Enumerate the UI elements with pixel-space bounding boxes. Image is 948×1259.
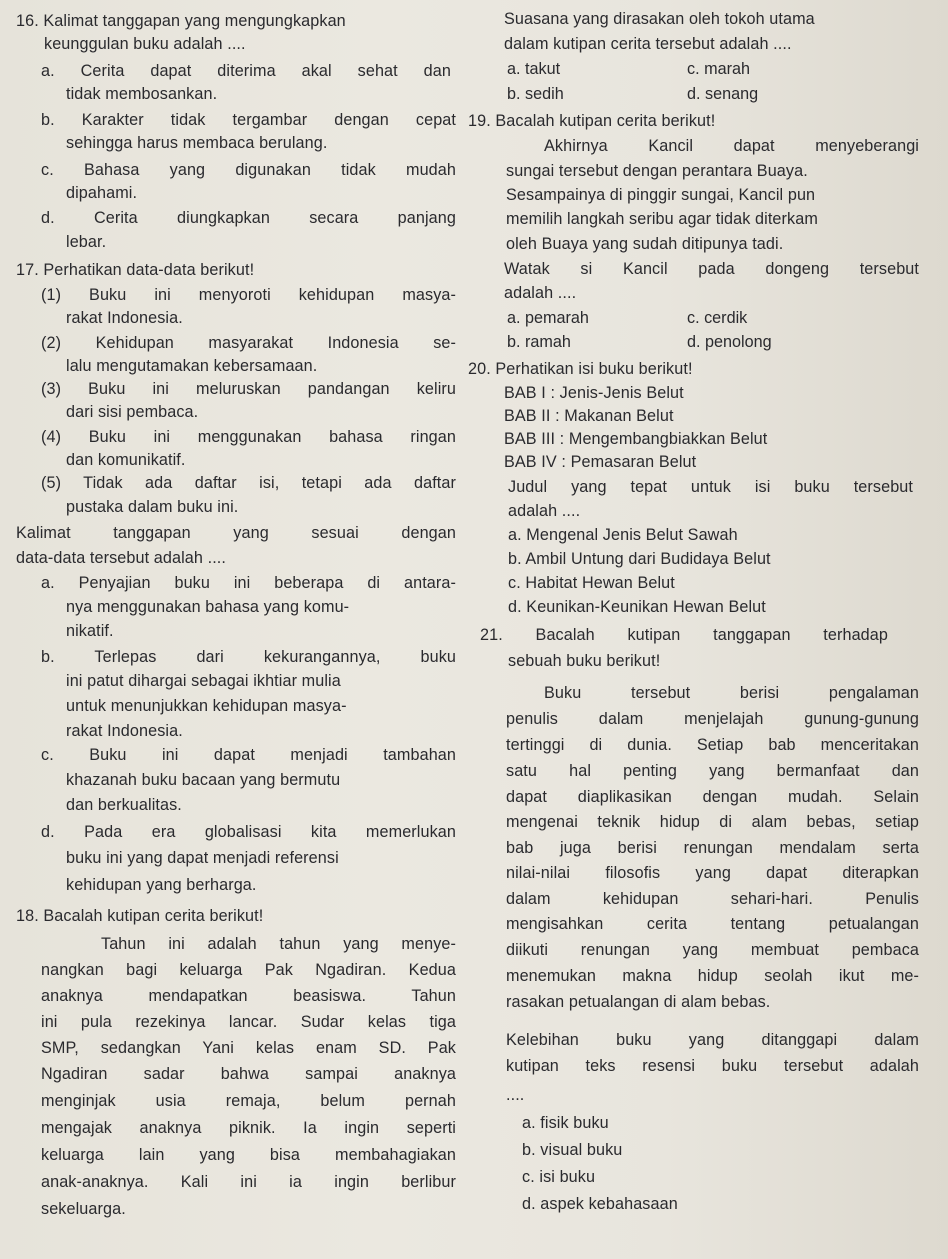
q21-passage-10: mengisahkan cerita tentang petualangan	[506, 915, 919, 933]
q17-data-4: (4) Buku ini menggunakan bahasa ringan	[41, 428, 456, 446]
q18-passage-5: SMP, sedangkan Yani kelas enam SD. Pak	[41, 1039, 456, 1057]
q20-prompt: Judul yang tepat untuk isi buku tersebut	[508, 478, 913, 496]
q21-option-c: c. isi buku	[522, 1168, 596, 1186]
q18-passage-2: nangkan bagi keluarga Pak Ngadiran. Kedua	[41, 961, 456, 979]
q19-option-d: d. penolong	[687, 333, 772, 351]
q21-passage-6: mengenai teknik hidup di alam bebas, setiap	[506, 813, 919, 831]
q20-option-b: b. Ambil Untung dari Budidaya Belut	[508, 550, 771, 568]
q18-passage-9: keluarga lain yang bisa membahagiakan	[41, 1146, 456, 1164]
q17-data-5: (5) Tidak ada daftar isi, tetapi ada daftar	[41, 474, 456, 492]
q18-passage-7: menginjak usia remaja, belum pernah	[41, 1092, 456, 1110]
q17-option-b-cont2: untuk menunjukkan kehidupan masya-	[66, 697, 347, 715]
q20-option-d: d. Keunikan-Keunikan Hewan Belut	[508, 598, 766, 616]
q17-prompt: Kalimat tanggapan yang sesuai dengan	[16, 524, 456, 542]
q16-question-cont: keunggulan buku adalah ....	[44, 35, 246, 53]
q16-question: 16. Kalimat tanggapan yang mengungkapkan	[16, 12, 346, 30]
q20-bab-4: BAB IV : Pemasaran Belut	[504, 453, 697, 471]
q21-option-b: b. visual buku	[522, 1141, 623, 1159]
q21-prompt-ellipsis: ....	[506, 1086, 525, 1104]
q18-passage-10: anak-anaknya. Kali ini ia ingin berlibur	[41, 1173, 456, 1191]
q20-option-c: c. Habitat Hewan Belut	[508, 574, 675, 592]
q21-question-cont: sebuah buku berikut!	[508, 652, 661, 670]
q16-option-c: c. Bahasa yang digunakan tidak mudah	[41, 161, 456, 179]
q16-option-d: d. Cerita diungkapkan secara panjang	[41, 209, 456, 227]
q16-option-b: b. Karakter tidak tergambar dengan cepat	[41, 111, 456, 129]
q17-option-d-cont: buku ini yang dapat menjadi referensi	[66, 849, 339, 867]
q19-prompt: Watak si Kancil pada dongeng tersebut	[504, 260, 919, 278]
q18-option-d: d. senang	[687, 85, 759, 103]
q17-prompt-cont: data-data tersebut adalah ....	[16, 549, 226, 567]
q21-option-a: a. fisik buku	[522, 1114, 609, 1132]
q19-passage-2: sungai tersebut dengan perantara Buaya.	[506, 162, 808, 180]
q17-data-4-cont: dan komunikatif.	[66, 451, 186, 469]
q21-passage-9: dalam kehidupan sehari-hari. Penulis	[506, 890, 919, 908]
q20-bab-1: BAB I : Jenis-Jenis Belut	[504, 384, 684, 402]
q18-option-a: a. takut	[507, 60, 561, 78]
q17-data-3-cont: dari sisi pembaca.	[66, 403, 199, 421]
q19-prompt-cont: adalah ....	[504, 284, 577, 302]
q19-passage-3: Sesampainya di pinggir sungai, Kancil pun	[506, 186, 816, 204]
q17-option-b-cont3: rakat Indonesia.	[66, 722, 183, 740]
q18-prompt-cont: dalam kutipan cerita tersebut adalah ....	[504, 35, 792, 53]
q21-passage-13: rasakan petualangan di alam bebas.	[506, 993, 771, 1011]
q21-passage-11: diikuti renungan yang membuat pembaca	[506, 941, 919, 959]
q20-prompt-cont: adalah ....	[508, 502, 581, 520]
q17-option-d-cont2: kehidupan yang berharga.	[66, 876, 257, 894]
q17-option-c: c. Buku ini dapat menjadi tambahan	[41, 746, 456, 764]
q18-passage-11: sekeluarga.	[41, 1200, 126, 1218]
q17-option-a-cont2: nikatif.	[66, 622, 114, 640]
q21-passage-3: tertinggi di dunia. Setiap bab menceritakan	[506, 736, 919, 754]
q16-option-a: a. Cerita dapat diterima akal sehat dan	[41, 62, 451, 80]
q20-question: 20. Perhatikan isi buku berikut!	[468, 360, 693, 378]
q18-option-c: c. marah	[687, 60, 750, 78]
q18-passage-1: Tahun ini adalah tahun yang menye-	[101, 935, 456, 953]
q19-option-b: b. ramah	[507, 333, 571, 351]
q21-prompt: Kelebihan buku yang ditanggapi dalam	[506, 1031, 919, 1049]
q19-passage-5: oleh Buaya yang sudah ditipunya tadi.	[506, 235, 784, 253]
q21-question: 21. Bacalah kutipan tanggapan terhadap	[480, 626, 888, 644]
q16-option-c-cont: dipahami.	[66, 184, 138, 202]
q17-option-a-cont: nya menggunakan bahasa yang komu-	[66, 598, 350, 616]
q20-bab-2: BAB II : Makanan Belut	[504, 407, 674, 425]
q19-option-c: c. cerdik	[687, 309, 748, 327]
q18-passage-8: mengajak anaknya piknik. Ia ingin seperti	[41, 1119, 456, 1137]
q21-option-d: d. aspek kebahasaan	[522, 1195, 678, 1213]
q18-option-b: b. sedih	[507, 85, 564, 103]
q17-data-5-cont: pustaka dalam buku ini.	[66, 498, 239, 516]
q19-question: 19. Bacalah kutipan cerita berikut!	[468, 112, 716, 130]
q18-question: 18. Bacalah kutipan cerita berikut!	[16, 907, 264, 925]
q21-prompt-cont: kutipan teks resensi buku tersebut adalah	[506, 1057, 919, 1075]
q21-passage-1: Buku tersebut berisi pengalaman	[544, 684, 919, 702]
q20-option-a: a. Mengenal Jenis Belut Sawah	[508, 526, 738, 544]
q17-option-b-cont: ini patut dihargai sebagai ikhtiar mulia	[66, 672, 341, 690]
q17-option-a: a. Penyajian buku ini beberapa di antara-	[41, 574, 456, 592]
q21-passage-5: dapat diaplikasikan dengan mudah. Selain	[506, 788, 919, 806]
q17-option-c-cont2: dan berkualitas.	[66, 796, 182, 814]
q18-passage-3: anaknya mendapatkan beasiswa. Tahun	[41, 987, 456, 1005]
q21-passage-8: nilai-nilai filosofis yang dapat diterapkan	[506, 864, 919, 882]
q21-passage-4: satu hal penting yang bermanfaat dan	[506, 762, 919, 780]
q19-passage-4: memilih langkah seribu agar tidak diterkam	[506, 210, 818, 228]
q19-passage-1: Akhirnya Kancil dapat menyeberangi	[544, 137, 919, 155]
q21-passage-12: menemukan makna hidup seolah ikut me-	[506, 967, 919, 985]
q17-option-d: d. Pada era globalisasi kita memerlukan	[41, 823, 456, 841]
q17-data-1-cont: rakat Indonesia.	[66, 309, 183, 327]
q16-option-d-cont: lebar.	[66, 233, 107, 251]
q16-option-b-cont: sehingga harus membaca berulang.	[66, 134, 328, 152]
q20-bab-3: BAB III : Mengembangbiakkan Belut	[504, 430, 768, 448]
q17-question: 17. Perhatikan data-data berikut!	[16, 261, 255, 279]
q18-passage-6: Ngadiran sadar bahwa sampai anaknya	[41, 1065, 456, 1083]
q17-data-1: (1) Buku ini menyoroti kehidupan masya-	[41, 286, 456, 304]
q17-data-2-cont: lalu mengutamakan kebersamaan.	[66, 357, 318, 375]
q16-option-a-cont: tidak membosankan.	[66, 85, 218, 103]
q19-option-a: a. pemarah	[507, 309, 589, 327]
q21-passage-2: penulis dalam menjelajah gunung-gunung	[506, 710, 919, 728]
q17-option-c-cont: khazanah buku bacaan yang bermutu	[66, 771, 341, 789]
q17-data-3: (3) Buku ini meluruskan pandangan keliru	[41, 380, 456, 398]
q17-data-2: (2) Kehidupan masyarakat Indonesia se-	[41, 334, 456, 352]
q17-option-b: b. Terlepas dari kekurangannya, buku	[41, 648, 456, 666]
q18-prompt: Suasana yang dirasakan oleh tokoh utama	[504, 10, 815, 28]
q21-passage-7: bab juga berisi renungan mendalam serta	[506, 839, 919, 857]
q18-passage-4: ini pula rezekinya lancar. Sudar kelas tiga	[41, 1013, 456, 1031]
